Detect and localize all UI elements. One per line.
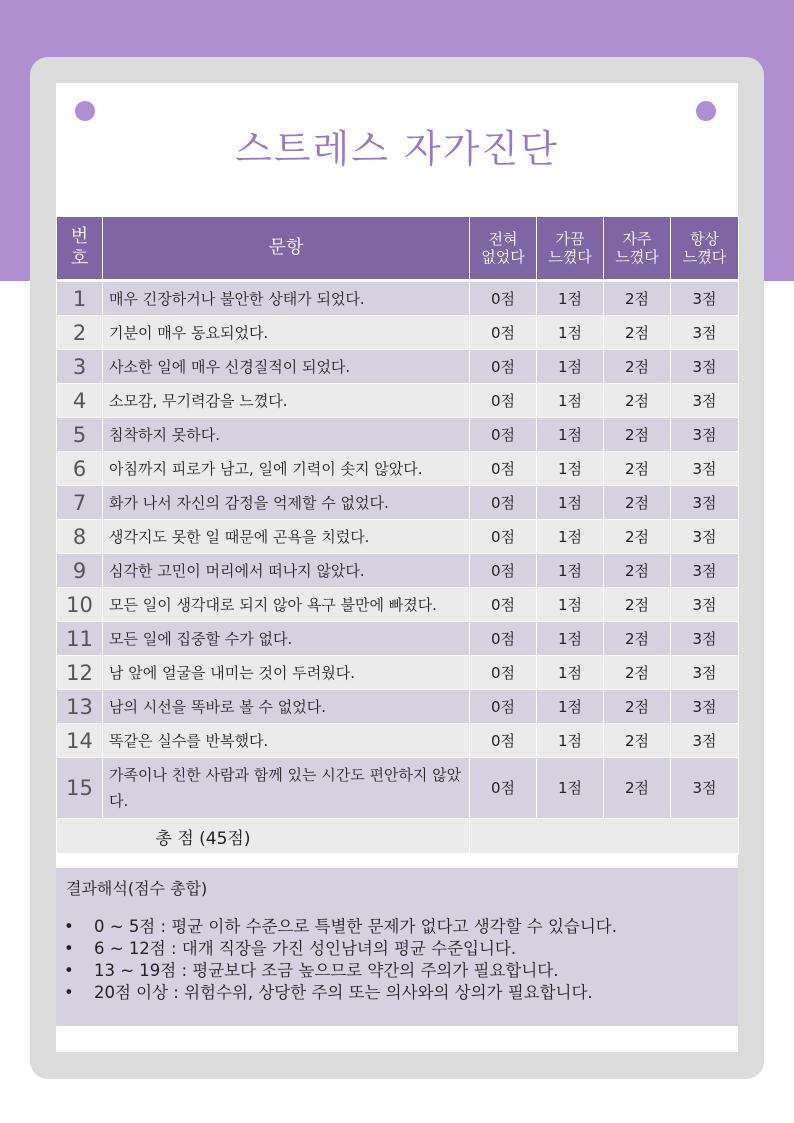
table-row <box>57 316 739 350</box>
score-often: 2점 <box>604 724 671 758</box>
row-question: 사소한 일에 매우 신경질적이 되었다. <box>103 350 470 384</box>
score-sometimes: 1점 <box>537 690 604 724</box>
score-always: 3점 <box>671 758 739 819</box>
header-often: 자주 느꼈다 <box>604 217 671 281</box>
score-often: 2점 <box>604 622 671 656</box>
score-often: 2점 <box>604 588 671 622</box>
table-row <box>57 281 739 316</box>
score-often: 2점 <box>604 520 671 554</box>
score-always: 3점 <box>671 350 739 384</box>
score-never: 0점 <box>470 588 537 622</box>
score-always: 3점 <box>671 418 739 452</box>
table-row <box>57 758 739 819</box>
header-always: 항상 느꼈다 <box>671 217 739 281</box>
score-never: 0점 <box>470 622 537 656</box>
page-title: 스트레스 자가진단 <box>235 127 559 171</box>
row-number: 12 <box>57 656 103 690</box>
score-never: 0점 <box>470 656 537 690</box>
score-sometimes: 1점 <box>537 281 604 316</box>
table-row <box>57 622 739 656</box>
score-never: 0점 <box>470 350 537 384</box>
score-always: 3점 <box>671 452 739 486</box>
score-always: 3점 <box>671 520 739 554</box>
score-sometimes: 1점 <box>537 486 604 520</box>
score-always: 3점 <box>671 724 739 758</box>
checklist-table <box>56 216 739 854</box>
score-sometimes: 1점 <box>537 758 604 819</box>
row-question: 침착하지 못하다. <box>103 418 470 452</box>
score-never: 0점 <box>470 724 537 758</box>
row-question: 생각지도 못한 일 때문에 곤욕을 치렀다. <box>103 520 470 554</box>
score-sometimes: 1점 <box>537 418 604 452</box>
row-number: 10 <box>57 588 103 622</box>
row-number: 4 <box>57 384 103 418</box>
table-row <box>57 690 739 724</box>
interpretation-list <box>56 916 734 1004</box>
row-number: 7 <box>57 486 103 520</box>
row-number: 8 <box>57 520 103 554</box>
score-always: 3점 <box>671 656 739 690</box>
table-row <box>57 656 739 690</box>
row-question: 남 앞에 얼굴을 내미는 것이 두려웠다. <box>103 656 470 690</box>
score-always: 3점 <box>671 281 739 316</box>
row-number: 3 <box>57 350 103 384</box>
table-row <box>57 724 739 758</box>
score-sometimes: 1점 <box>537 520 604 554</box>
interpretation-title: 결과해석(점수 총합) <box>66 879 208 898</box>
score-often: 2점 <box>604 656 671 690</box>
score-never: 0점 <box>470 554 537 588</box>
total-label: 총 점 (45점) <box>57 819 470 854</box>
interpretation-item: • 0 ~ 5점 : 평균 이하 수준으로 특별한 문제가 없다고 생각할 수 있습니다. <box>94 916 734 938</box>
total-value <box>470 819 739 854</box>
row-question: 소모감, 무기력감을 느꼈다. <box>103 384 470 418</box>
score-sometimes: 1점 <box>537 452 604 486</box>
score-often: 2점 <box>604 554 671 588</box>
total-row <box>57 819 739 854</box>
score-sometimes: 1점 <box>537 554 604 588</box>
header-number: 번 호 <box>57 217 103 281</box>
table-row <box>57 520 739 554</box>
score-always: 3점 <box>671 588 739 622</box>
score-sometimes: 1점 <box>537 656 604 690</box>
row-number: 1 <box>57 281 103 316</box>
row-number: 11 <box>57 622 103 656</box>
table-row <box>57 452 739 486</box>
row-number: 9 <box>57 554 103 588</box>
table-row <box>57 554 739 588</box>
row-number: 2 <box>57 316 103 350</box>
score-often: 2점 <box>604 316 671 350</box>
score-sometimes: 1점 <box>537 588 604 622</box>
score-always: 3점 <box>671 486 739 520</box>
row-number: 14 <box>57 724 103 758</box>
score-always: 3점 <box>671 316 739 350</box>
score-always: 3점 <box>671 384 739 418</box>
row-question: 심각한 고민이 머리에서 떠나지 않았다. <box>103 554 470 588</box>
score-often: 2점 <box>604 418 671 452</box>
score-never: 0점 <box>470 758 537 819</box>
score-never: 0점 <box>470 690 537 724</box>
score-often: 2점 <box>604 758 671 819</box>
table-header-row <box>57 217 739 281</box>
score-sometimes: 1점 <box>537 724 604 758</box>
score-never: 0점 <box>470 418 537 452</box>
interpretation-item: • 13 ~ 19점 : 평균보다 조금 높으므로 약간의 주의가 필요합니다. <box>94 960 734 982</box>
row-question: 기분이 매우 동요되었다. <box>103 316 470 350</box>
table-row <box>57 350 739 384</box>
row-question: 화가 나서 자신의 감정을 억제할 수 없었다. <box>103 486 470 520</box>
result-interpretation <box>56 868 738 1026</box>
header-sometimes: 가끔 느꼈다 <box>537 217 604 281</box>
score-never: 0점 <box>470 520 537 554</box>
row-number: 13 <box>57 690 103 724</box>
row-question: 매우 긴장하거나 불안한 상태가 되었다. <box>103 281 470 316</box>
header-never: 전혀 없었다 <box>470 217 537 281</box>
interpretation-item: • 20점 이상 : 위험수위, 상당한 주의 또는 의사와의 상의가 필요합니다. <box>94 982 734 1004</box>
score-often: 2점 <box>604 690 671 724</box>
score-never: 0점 <box>470 281 537 316</box>
score-sometimes: 1점 <box>537 622 604 656</box>
score-never: 0점 <box>470 486 537 520</box>
score-often: 2점 <box>604 452 671 486</box>
row-question: 똑같은 실수를 반복했다. <box>103 724 470 758</box>
row-question: 남의 시선을 똑바로 볼 수 없었다. <box>103 690 470 724</box>
score-never: 0점 <box>470 384 537 418</box>
score-never: 0점 <box>470 316 537 350</box>
row-question: 모든 일이 생각대로 되지 않아 욕구 불만에 빠졌다. <box>103 588 470 622</box>
row-number: 6 <box>57 452 103 486</box>
score-often: 2점 <box>604 486 671 520</box>
score-sometimes: 1점 <box>537 350 604 384</box>
table-row <box>57 418 739 452</box>
score-never: 0점 <box>470 452 537 486</box>
table-row <box>57 384 739 418</box>
interpretation-item: • 6 ~ 12점 : 대개 직장을 가진 성인남녀의 평균 수준입니다. <box>94 938 734 960</box>
header-item: 문항 <box>103 217 470 281</box>
row-question: 가족이나 친한 사람과 함께 있는 시간도 편안하지 않았다. <box>103 758 470 819</box>
score-often: 2점 <box>604 384 671 418</box>
table-row <box>57 486 739 520</box>
row-question: 모든 일에 집중할 수가 없다. <box>103 622 470 656</box>
table-row <box>57 588 739 622</box>
score-sometimes: 1점 <box>537 316 604 350</box>
score-always: 3점 <box>671 622 739 656</box>
row-number: 5 <box>57 418 103 452</box>
row-question: 아침까지 피로가 남고, 일에 기력이 솟지 않았다. <box>103 452 470 486</box>
score-often: 2점 <box>604 350 671 384</box>
score-always: 3점 <box>671 554 739 588</box>
row-number: 15 <box>57 758 103 819</box>
score-often: 2점 <box>604 281 671 316</box>
score-sometimes: 1점 <box>537 384 604 418</box>
score-always: 3점 <box>671 690 739 724</box>
